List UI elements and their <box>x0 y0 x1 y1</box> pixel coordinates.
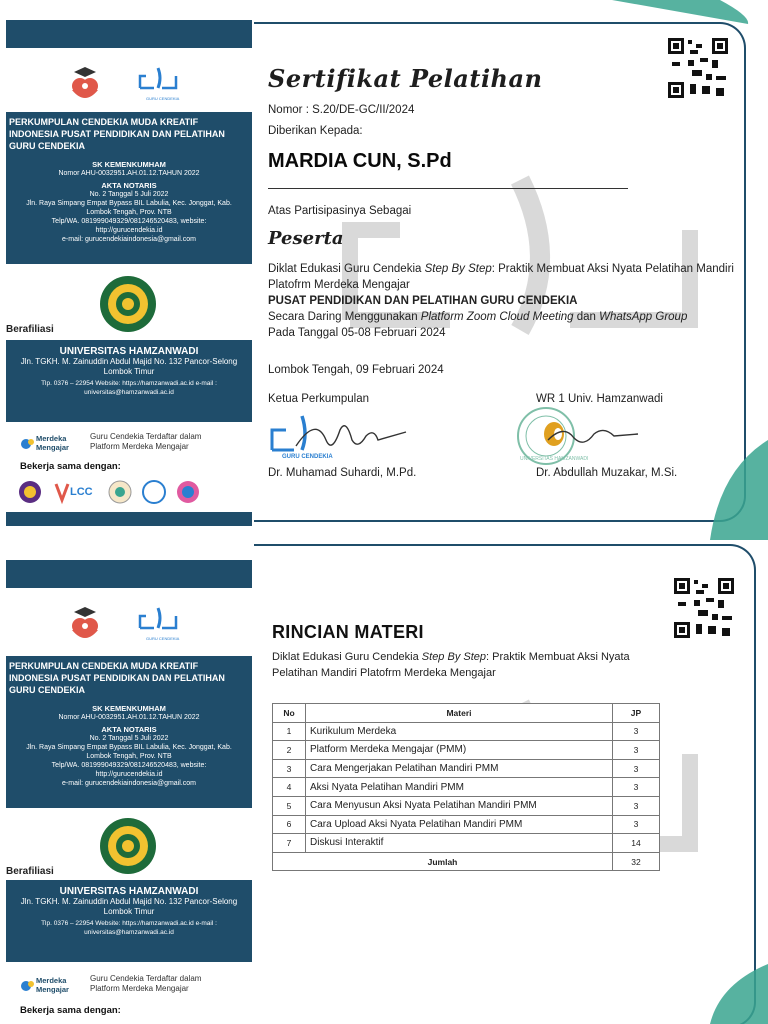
rincian-desc-prefix: Diklat Edukasi Guru Cendekia <box>272 651 422 663</box>
akta-heading: AKTA NOTARIS <box>101 181 157 190</box>
sk-number: Nomor AHU-0032951.AH.01.12.TAHUN 2022 <box>58 714 200 721</box>
affiliation-label: Berafiliasi <box>6 866 54 877</box>
university-name: UNIVERSITAS HAMZANWADI <box>59 346 199 357</box>
university-address: Jln. TGKH. M. Zainuddin Abdul Majid No. 132 Pancor-Selong Lombok Timur <box>20 897 238 916</box>
qr-code <box>666 36 730 100</box>
recipient-name: MARDIA CUN, S.Pd <box>268 150 452 172</box>
institution-logos <box>0 600 252 648</box>
organizer-name: PUSAT PENDIDIKAN DAN PELATIHAN GURU CENDEKIA <box>268 295 578 307</box>
rincian-description <box>272 649 632 681</box>
signer2-stamp-text: UNIVERSITAS HAMZANWADI <box>520 456 589 462</box>
desc-prefix: Diklat Edukasi Guru Cendekia <box>268 263 425 275</box>
signer2-signature <box>514 404 654 475</box>
institution-logos <box>0 60 252 108</box>
pcmki-logo <box>72 67 98 98</box>
affiliation-label: Berafiliasi <box>6 324 54 335</box>
guru-cendekia-logo <box>140 68 176 88</box>
total-value: 32 <box>613 852 660 871</box>
sk-number: Nomor AHU-0032951.AH.01.12.TAHUN 2022 <box>58 170 200 177</box>
org-email: e-mail: gurucendekiaindonesia@gmail.com <box>62 236 196 243</box>
row-jp: 3 <box>613 815 660 834</box>
row-materi: Kurikulum Merdeka <box>306 722 613 741</box>
header-materi: Materi <box>306 704 613 723</box>
row-jp: 3 <box>613 778 660 797</box>
top-bar <box>6 20 252 48</box>
participation-label: Atas Partisipasinya Sebagai <box>268 205 412 217</box>
bottom-bar <box>6 512 252 526</box>
row-no: 6 <box>273 815 306 834</box>
hamzanwadi-seal <box>98 274 158 334</box>
akta-heading: AKTA NOTARIS <box>101 725 157 734</box>
materi-table <box>272 703 660 871</box>
training-description <box>268 261 738 341</box>
akta-number: No. 2 Tanggal 5 Juli 2022 <box>89 191 169 198</box>
mode-whatsapp: WhatsApp Group <box>599 311 688 323</box>
cooperation-label: Bekerja sama dengan: <box>20 1005 121 1016</box>
training-dates: Pada Tanggal 05-08 Februari 2024 <box>268 327 446 339</box>
left-panel <box>0 544 252 1024</box>
org-info-box <box>6 656 252 808</box>
table-row <box>273 759 660 778</box>
role-label: Peserta <box>268 228 344 249</box>
row-materi: Aksi Nyata Pelatihan Mandiri PMM <box>306 778 613 797</box>
desc-italic: Step By Step <box>424 263 492 275</box>
merdeka-mengajar-text: Guru Cendekia Terdaftar dalam Platform Merdeka Mengajar <box>90 432 202 451</box>
cooperation-label: Bekerja sama dengan: <box>20 461 121 472</box>
row-jp: 3 <box>613 722 660 741</box>
lcc-logo-text: LCC <box>70 486 93 498</box>
signer1-title: Ketua Perkumpulan <box>268 393 370 405</box>
merdeka-mengajar-logo-text: Merdeka Mengajar <box>36 976 69 994</box>
row-jp: 3 <box>613 759 660 778</box>
university-contact: Tlp. 0376 – 22954 Website: https://hamzanwadi.ac.id e-mail : universitas@hamzanwadi.ac.id <box>41 920 217 936</box>
given-to-label: Diberikan Kepada: <box>268 125 363 137</box>
org-phone-web: Telp/WA. 081999049329/081246520483, website: http://gurucendekia.id <box>51 762 207 778</box>
desc-rest: : Praktik Membuat Aksi Nyata Pelatihan Mandiri Platofrm Merdeka Mengajar <box>268 263 734 291</box>
mode-prefix: Secara Daring Menggunakan <box>268 311 421 323</box>
merdeka-mengajar-logo-text: Merdeka Mengajar <box>36 434 69 452</box>
merdeka-mengajar-text: Guru Cendekia Terdaftar dalam Platform Merdeka Mengajar <box>90 974 202 993</box>
org-email: e-mail: gurucendekiaindonesia@gmail.com <box>62 780 196 787</box>
row-materi: Cara Menyusun Aksi Nyata Pelatihan Mandiri PMM <box>306 796 613 815</box>
pcmki-logo <box>72 607 98 638</box>
recipient-underline <box>268 188 628 189</box>
header-no: No <box>273 704 306 723</box>
place-date: Lombok Tengah, 09 Februari 2024 <box>268 364 444 376</box>
sk-heading: SK KEMENKUMHAM <box>92 160 166 169</box>
rincian-title: RINCIAN MATERI <box>272 622 424 642</box>
merdeka-mengajar-row <box>20 974 250 1000</box>
signer1-name: Dr. Muhamad Suhardi, M.Pd. <box>268 467 417 479</box>
signer1-stamp-text: GURU CENDEKIA <box>282 454 333 460</box>
table-row <box>273 834 660 853</box>
row-materi: Diskusi Interaktif <box>306 834 613 853</box>
gc-logo-caption: GURU CENDEKIA <box>146 96 180 101</box>
mode-platform: Platform Zoom Cloud Meeting <box>420 311 574 323</box>
akta-number: No. 2 Tanggal 5 Juli 2022 <box>89 735 169 742</box>
row-materi: Platform Merdeka Mengajar (PMM) <box>306 741 613 760</box>
org-address: Jln. Raya Simpang Empat Bypass BIL Labulia, Kec. Jonggat, Kab. Lombok Tengah, Prov. NTB <box>26 200 232 216</box>
header-jp: JP <box>613 704 660 723</box>
row-jp: 3 <box>613 796 660 815</box>
qr-code <box>672 576 736 640</box>
row-no: 5 <box>273 796 306 815</box>
merdeka-mengajar-logo <box>20 974 80 1000</box>
org-address: Jln. Raya Simpang Empat Bypass BIL Labulia, Kec. Jonggat, Kab. Lombok Tengah, Prov. NTB <box>26 744 232 760</box>
mode-and: dan <box>573 311 600 323</box>
total-label: Jumlah <box>273 852 613 871</box>
table-header-row <box>273 704 660 723</box>
rincian-desc-rest: : Praktik Membuat Aksi Nyata Pelatihan Mandiri Platofrm Merdeka Mengajar <box>272 651 630 679</box>
row-no: 4 <box>273 778 306 797</box>
org-name: PERKUMPULAN CENDEKIA MUDA KREATIF INDONESIA PUSAT PENDIDIKAN DAN PELATIHAN GURU CENDEKIA <box>9 661 225 695</box>
org-info-box <box>6 112 252 264</box>
table-row <box>273 741 660 760</box>
university-box <box>6 880 252 962</box>
row-no: 2 <box>273 741 306 760</box>
row-jp: 3 <box>613 741 660 760</box>
university-name: UNIVERSITAS HAMZANWADI <box>59 886 199 897</box>
university-address: Jln. TGKH. M. Zainuddin Abdul Majid No. 132 Pancor-Selong Lombok Timur <box>20 357 238 376</box>
table-total-row <box>273 852 660 871</box>
table-row <box>273 796 660 815</box>
row-no: 3 <box>273 759 306 778</box>
certificate-number: Nomor : S.20/DE-GC/II/2024 <box>268 104 415 116</box>
row-materi: Cara Upload Aksi Nyata Pelatihan Mandiri PMM <box>306 815 613 834</box>
top-bar <box>6 560 252 588</box>
table-row <box>273 815 660 834</box>
gc-logo-caption: GURU CENDEKIA <box>146 636 180 641</box>
guru-cendekia-logo <box>140 608 176 628</box>
sk-heading: SK KEMENKUMHAM <box>92 704 166 713</box>
org-name: PERKUMPULAN CENDEKIA MUDA KREATIF INDONESIA PUSAT PENDIDIKAN DAN PELATIHAN GURU CENDEKIA <box>9 117 225 151</box>
signer1-signature <box>266 410 416 469</box>
row-materi: Cara Mengerjakan Pelatihan Mandiri PMM <box>306 759 613 778</box>
rincian-desc-italic: Step By Step <box>421 651 487 663</box>
hamzanwadi-seal <box>98 816 158 876</box>
university-contact: Tlp. 0376 – 22954 Website: https://hamzanwadi.ac.id e-mail : universitas@hamzanwadi.ac.id <box>41 380 217 396</box>
signer2-name: Dr. Abdullah Muzakar, M.Si. <box>536 467 678 479</box>
left-panel <box>0 0 252 540</box>
table-row <box>273 722 660 741</box>
partner-logos <box>16 478 246 506</box>
signer2-title: WR 1 Univ. Hamzanwadi <box>536 393 663 405</box>
row-no: 7 <box>273 834 306 853</box>
org-phone-web: Telp/WA. 081999049329/081246520483, website: http://gurucendekia.id <box>51 218 207 234</box>
merdeka-mengajar-row <box>20 432 250 458</box>
merdeka-mengajar-logo <box>20 432 80 458</box>
certificate-title: Sertifikat Pelatihan <box>268 64 543 93</box>
row-jp: 14 <box>613 834 660 853</box>
university-box <box>6 340 252 422</box>
row-no: 1 <box>273 722 306 741</box>
table-row <box>273 778 660 797</box>
